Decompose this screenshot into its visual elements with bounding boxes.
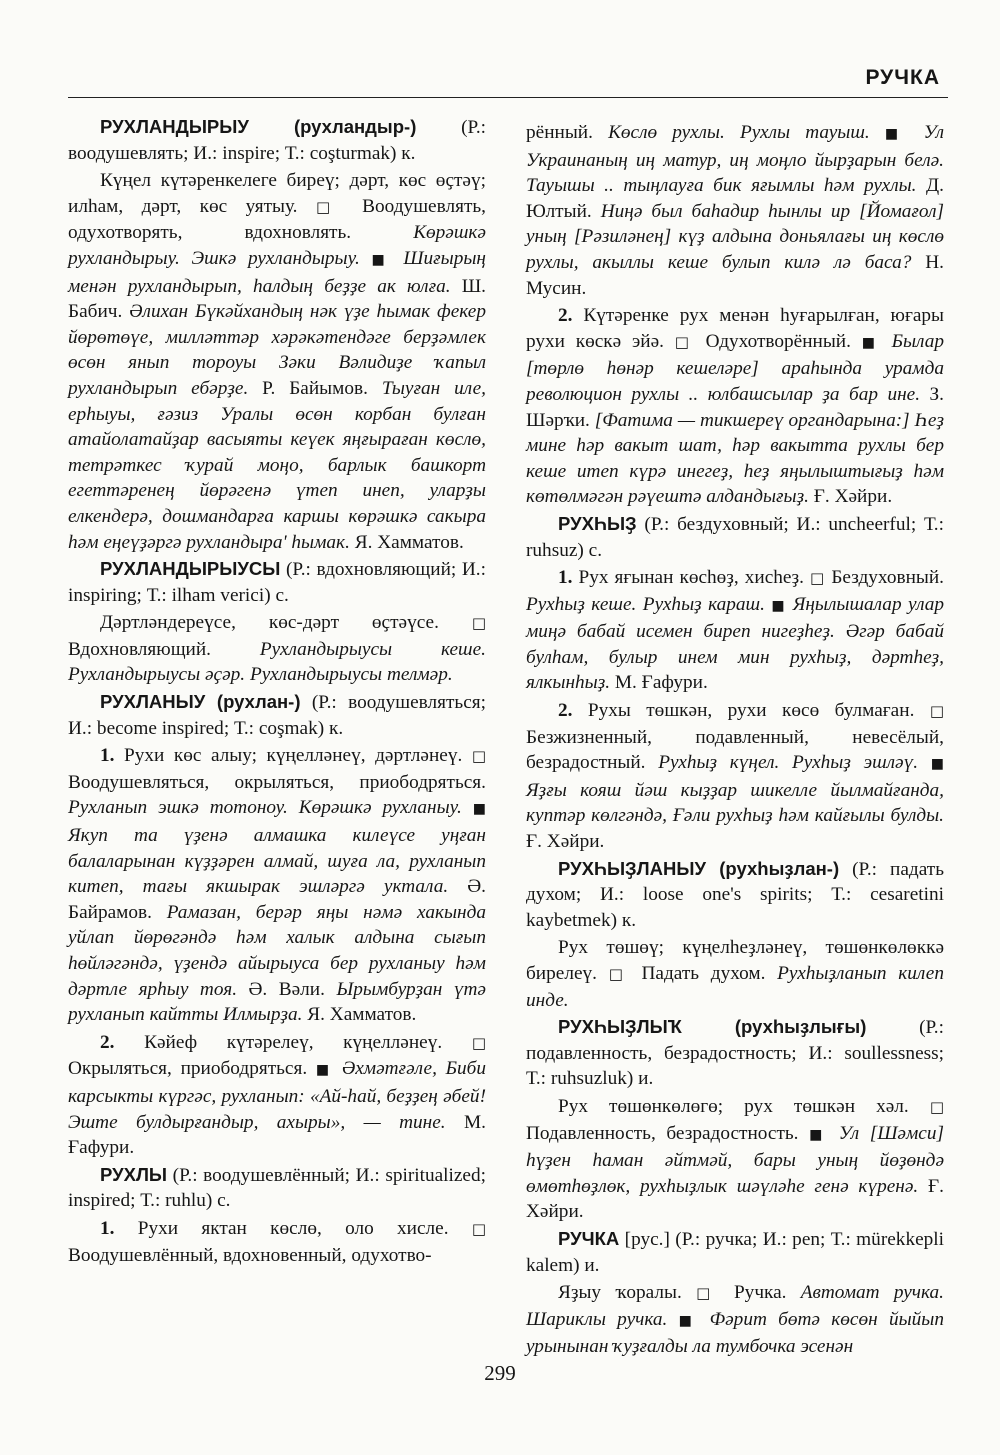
russian-equivalent-marker: □ — [471, 1033, 486, 1052]
citation-source: Ш. Бабич. — [68, 275, 487, 323]
citation-source: Я. Хамматов. — [302, 1004, 417, 1026]
entry-rukhhyz — [526, 511, 944, 855]
russian-equivalent-marker: □ — [471, 747, 487, 766]
russian-equivalent: Воодушевлённый, вдохновенный, одухотво- — [68, 1244, 432, 1266]
definition-text: Күңел күтәренкелеге биреү; дәрт, көс өҫтәү; илһам, дәрт, көс уятыу. — [68, 170, 486, 217]
headword: РУХҺЫҘЛЫҠ (рухһыҙлығы) — [558, 1016, 867, 1038]
example-text: Көслө рухлы. Рухлы тауыш. — [608, 122, 885, 143]
citation-marker: ■ — [678, 1312, 699, 1329]
example-text: Рамазан, берәр яңы нәмә хакында уйлап йөрөгәндә һәм халык алдына сығып һөйләгәндә, үҙендә айырыуса бер рухланыу һәм дәртле ярһыу тоя. — [68, 901, 486, 1000]
russian-equivalent: Ручка. — [719, 1282, 801, 1304]
definition-text: Рух төшөнкөлөгө; рух төшкән хәл. — [558, 1095, 930, 1117]
sense-1 — [68, 1216, 486, 1268]
citation-source: Ә. Вәли. — [237, 978, 337, 1000]
russian-equivalent: Бездуховный. — [825, 567, 944, 589]
russian-equivalent-marker: □ — [471, 614, 486, 633]
page-number: 299 — [484, 1361, 516, 1385]
citation-marker: ■ — [861, 334, 881, 351]
citation-marker: ■ — [771, 597, 787, 614]
entry-definition — [526, 935, 944, 1013]
sense-1 — [68, 743, 486, 1028]
entry-text — [526, 856, 944, 934]
sense-number: 2. — [100, 1031, 145, 1053]
sense-number: 1. — [100, 1217, 138, 1239]
example-text: [Фатима — тикшереү органдарына:] Һеҙ мине һәр вакыт шат, һәр вакытта рухлы бер кеше итеп күрә инегеҙ, һеҙ яңылыштығыҙ һәм көтөлмәгән рәүештә алдандығыҙ. — [526, 409, 944, 508]
russian-equivalent-marker: □ — [674, 332, 695, 351]
headword: РУХҺЫҘЛАНЫУ (рухһыҙлан-) — [558, 857, 840, 879]
citation-source: Ә. Байрамов. — [68, 876, 486, 923]
russian-equivalent: Безжизненный, подавленный, невесёлый, безрадостный. — [526, 726, 944, 774]
sense-1-continued — [526, 120, 944, 301]
example-text: Ул [Шәмси] һүҙен һаман әйтмәй, бары уның йөҙөндә өмөтһөҙлөк, рухһыҙлык шәүләһе генә күренә. — [526, 1122, 944, 1197]
russian-equivalent-marker: □ — [809, 569, 826, 588]
entry-translations: (Р.: воодушевляться; И.: become inspired; Т.: coşmak) к. — [68, 692, 486, 739]
entry-rukhhyzlyk — [526, 1014, 944, 1225]
headword: РУХЛЫ — [100, 1163, 168, 1185]
entry-rukhly-continued — [526, 120, 944, 510]
entry-rukhlandyryusy — [68, 556, 486, 688]
russian-equivalent: Падать духом. — [629, 963, 778, 984]
example-text: Рухландырыусы кеше. Рухландырыусы әҫәр. Рухландырыусы телмәр. — [68, 638, 486, 686]
citation-source: Д. Юлтый. — [526, 175, 944, 222]
example-text: Әхмәтғәле, Биби карсыкты күргәс, рухланып: «Ай-һай, беҙҙең әбей! Эште булдырғандыр, ахыры», — тине. — [68, 1058, 486, 1133]
sense-number: 1. — [558, 567, 579, 589]
sense-number: 2. — [558, 700, 588, 722]
example-text: Автомат ручка. Шарикл​ы ручка. — [526, 1282, 944, 1330]
entry-translations: (Р.: воодушевлять; И.: inspire; Т.: coşturmak) к. — [68, 117, 487, 164]
citation-source: Ғ. Хәйри. — [526, 1175, 944, 1223]
headword: РУХҺЫҘ — [558, 512, 637, 534]
definition-text: Дәртләндереүсе, көс-дәрт өҫтәүсе. — [100, 612, 472, 634]
headword: РУХЛАНДЫРЫУ (рухландыр-) — [100, 116, 417, 137]
example-text: Ырымбурҙан үтә рухланып кайтты Илмырҙа. — [68, 978, 486, 1026]
example-text: Ниңә был баһадир һынлы ир [Йомағол] уның [Рәзиләнең] күҙ алдына доньялағы иң көслө рухлы, акыллы кеше булып килә лә баса? — [526, 200, 944, 273]
left-column — [68, 114, 486, 1269]
russian-equivalent-marker: □ — [696, 1284, 720, 1303]
definition-text: Күтәренке рух менән һуғарылған, юғары рухи көскә эйә. — [526, 305, 945, 352]
sense-number: 1. — [100, 745, 124, 767]
entry-text — [68, 1162, 486, 1214]
russian-equivalent: Подавленность, безрадостность. — [526, 1122, 810, 1144]
citation-source: Ғ. Хәйри. — [526, 831, 605, 853]
sense-number: 2. — [558, 305, 584, 327]
entry-definition — [526, 1094, 944, 1225]
definition-text: Рух яғынан көсһөҙ, хисһеҙ. — [578, 567, 810, 589]
example-text: Рухһыҙ кеше. Рухһыҙ караш. — [526, 593, 772, 615]
citation-marker: ■ — [315, 1062, 334, 1079]
citation-marker: ■ — [809, 1126, 829, 1143]
sense-2 — [526, 303, 944, 510]
entry-translations: (Р.: вдохновляющий; И.: inspiring; Т.: ilham verici) с. — [68, 559, 486, 606]
example-text: Якуп та үҙенә алмашка килеүсе уңған балаларынан күҙҙәрен алмай, шуға ла, рухланып китеп, тағы якшырак эшләргә уктала. — [68, 825, 486, 898]
example-text: Көрәшкә рухландырыу. Эшкә рухландырыу. — [68, 222, 486, 269]
definition-text: Яҙыу ҡоралы. — [558, 1282, 697, 1304]
definition-text: Кәйеф күтәрелеү, күңелләнеү. — [144, 1031, 472, 1053]
entry-text — [68, 556, 486, 608]
sense-2 — [68, 1030, 486, 1161]
entry-translations: (Р.: воодушевлённый; И.: spiritualized; inspired; Т.: ruhlu) с. — [68, 1164, 486, 1212]
russian-equivalent: Окрыляться, приободряться. — [68, 1058, 316, 1080]
entry-translations: (Р.: бездуховный; И.: uncheerful; Т.: ruhsuz) с. — [526, 513, 944, 561]
example-text: Яңылышалар улар миңә бабай исемен биреп нигеҙһеҙ. Әгәр бабай булһам, булыр инем мин рухһыҙ, дәртһеҙ, ялкынһыҙ. — [526, 593, 944, 694]
entry-text — [68, 114, 486, 166]
russian-equivalent: Воодушевлять, одухотворять, вдохновлять. — [68, 195, 486, 244]
example-text: Рухһыҙланып килеп инде. — [526, 963, 944, 1011]
entry-definition — [68, 168, 486, 555]
entry-translations: (Р.: подавленность, безрадостность; И.: soullessness; Т.: ruhsuzluk) и. — [526, 1017, 944, 1090]
entry-text — [68, 689, 486, 741]
citation-source: Ғ. Хәйри. — [808, 486, 893, 508]
citation-source: Я. Хамматов. — [349, 531, 464, 553]
example-text: Шиғырың менән рухландырып, һалдың беҙҙе ак юлға. — [68, 247, 487, 297]
example-text: Ул Украинаның иң матур, иң моңло йырҙарын белә. Тауышы .. тыңлауға бик яғымлы һәм рухлы. — [526, 122, 944, 197]
russian-equivalent-marker: □ — [929, 702, 944, 721]
example-text: Яҙғы кояш йәш кыҙҙар шикелле йылмайғанда, куптәр көлгәндә, Ғәли рухһыҙ һәм кайғылы булды. — [526, 779, 944, 827]
russian-equivalent-marker: □ — [929, 1097, 944, 1116]
entry-ruchka — [526, 1226, 944, 1360]
entry-definition — [526, 1280, 944, 1360]
definition-text: Рухы төшкән, рухи көсө булмаған. — [587, 700, 930, 722]
right-column — [526, 120, 944, 1361]
definition-text: Рухи яктан көслө, оло хисле. — [137, 1217, 472, 1239]
example-text: Фәрит бөтә көсөн йыйып урынынан ҡуҙғалды ла тумбочка эсенән — [526, 1308, 945, 1358]
entry-text — [526, 1226, 944, 1278]
russian-equivalent-marker: □ — [315, 197, 344, 216]
entry-translations: (Р.: падать духом; И.: loose one's spirits; Т.: cesaretini kaybetmek) к. — [526, 858, 944, 931]
citation-marker: ■ — [930, 756, 945, 773]
citation-marker: ■ — [371, 251, 392, 268]
definition-text: Рух төшөү; күңелһеҙләнеү, төшөнкөлөккә бирелеү. — [526, 937, 944, 984]
entry-translations: [рус.] (Р.: ручка; И.: pen; Т.: mürekkepli kalem) и. — [526, 1228, 944, 1276]
citation-source: Н. Мусин. — [526, 251, 944, 299]
example-text: Рухһыҙ күңел. Рухһыҙ эшләү. — [658, 752, 931, 774]
sense-2 — [526, 698, 944, 855]
example-text: Тыуған иле, ерһыуы, ғәзиз Уралы өсөн корбан булған атайолатайҙар васыяты кеүек яңғыраған көслө, тетрәткес ҡурай моңо, барлык башкорт егеттәренең йөрәгенә үтеп инеп, уларҙы елкендерә, дошмандарға каршы көрәшкә сакыра һәм еңеүҙәргә рухландыра' һымак. — [68, 377, 487, 553]
example-text: Былар [төрлө һөнәр кешеләре] араһында урамда революцион рухлы .. юлбашсылар ҙа бар ине. — [526, 330, 944, 405]
russian-equivalent: Вдохновляющий. — [68, 638, 260, 660]
citation-source: М. Ғафури. — [610, 672, 708, 694]
citation-marker: ■ — [472, 801, 486, 818]
entry-rukhlandyryu — [68, 114, 486, 555]
entry-text — [526, 1014, 944, 1092]
russian-equivalent: Воодушевляться, окрыляться, приободряться. — [68, 771, 486, 793]
russian-equivalent-marker: □ — [608, 965, 630, 983]
entry-rukhly — [68, 1162, 486, 1268]
citation-marker: ■ — [884, 126, 909, 142]
entry-rukhhyzlanyu — [526, 856, 944, 1014]
citation-source: Р. Байымов. — [248, 377, 382, 399]
example-text: Әлихан Бүкәйхандың нәк үҙе һымак фекер йөрөтөүе, милләттәр хәрәкәтендәге берҙәмлек өсөн янып тороуы Зәки Вәлидиҙе ҡапыл рухландырып ебәрҙе. — [68, 301, 486, 399]
russian-equivalent: Одухотворённый. — [694, 330, 862, 352]
headword: РУХЛАНЫУ (рухлан-) — [100, 691, 301, 713]
citation-source: М. Ғафури. — [68, 1111, 486, 1159]
entry-definition — [68, 610, 486, 688]
russian-equivalent-marker: □ — [471, 1219, 487, 1238]
citation-source: З. Шәрҡи. — [526, 383, 944, 431]
headword: РУХЛАНДЫРЫУСЫ — [100, 558, 281, 580]
entry-text — [526, 511, 944, 563]
entry-rukhlanyu — [68, 689, 486, 1161]
definition-text: Рухи көс алыу; күңелләнеү, дәртләнеү. — [124, 745, 472, 767]
running-head: РУЧКА — [865, 66, 940, 89]
example-text: Рухланып эшкә тотоноу. Көрәшкә рухланыу. — [68, 797, 473, 819]
russian-equivalent: рённый. — [526, 122, 609, 143]
header-rule — [68, 97, 948, 98]
headword: РУЧКА — [558, 1227, 620, 1249]
sense-1 — [526, 565, 944, 696]
